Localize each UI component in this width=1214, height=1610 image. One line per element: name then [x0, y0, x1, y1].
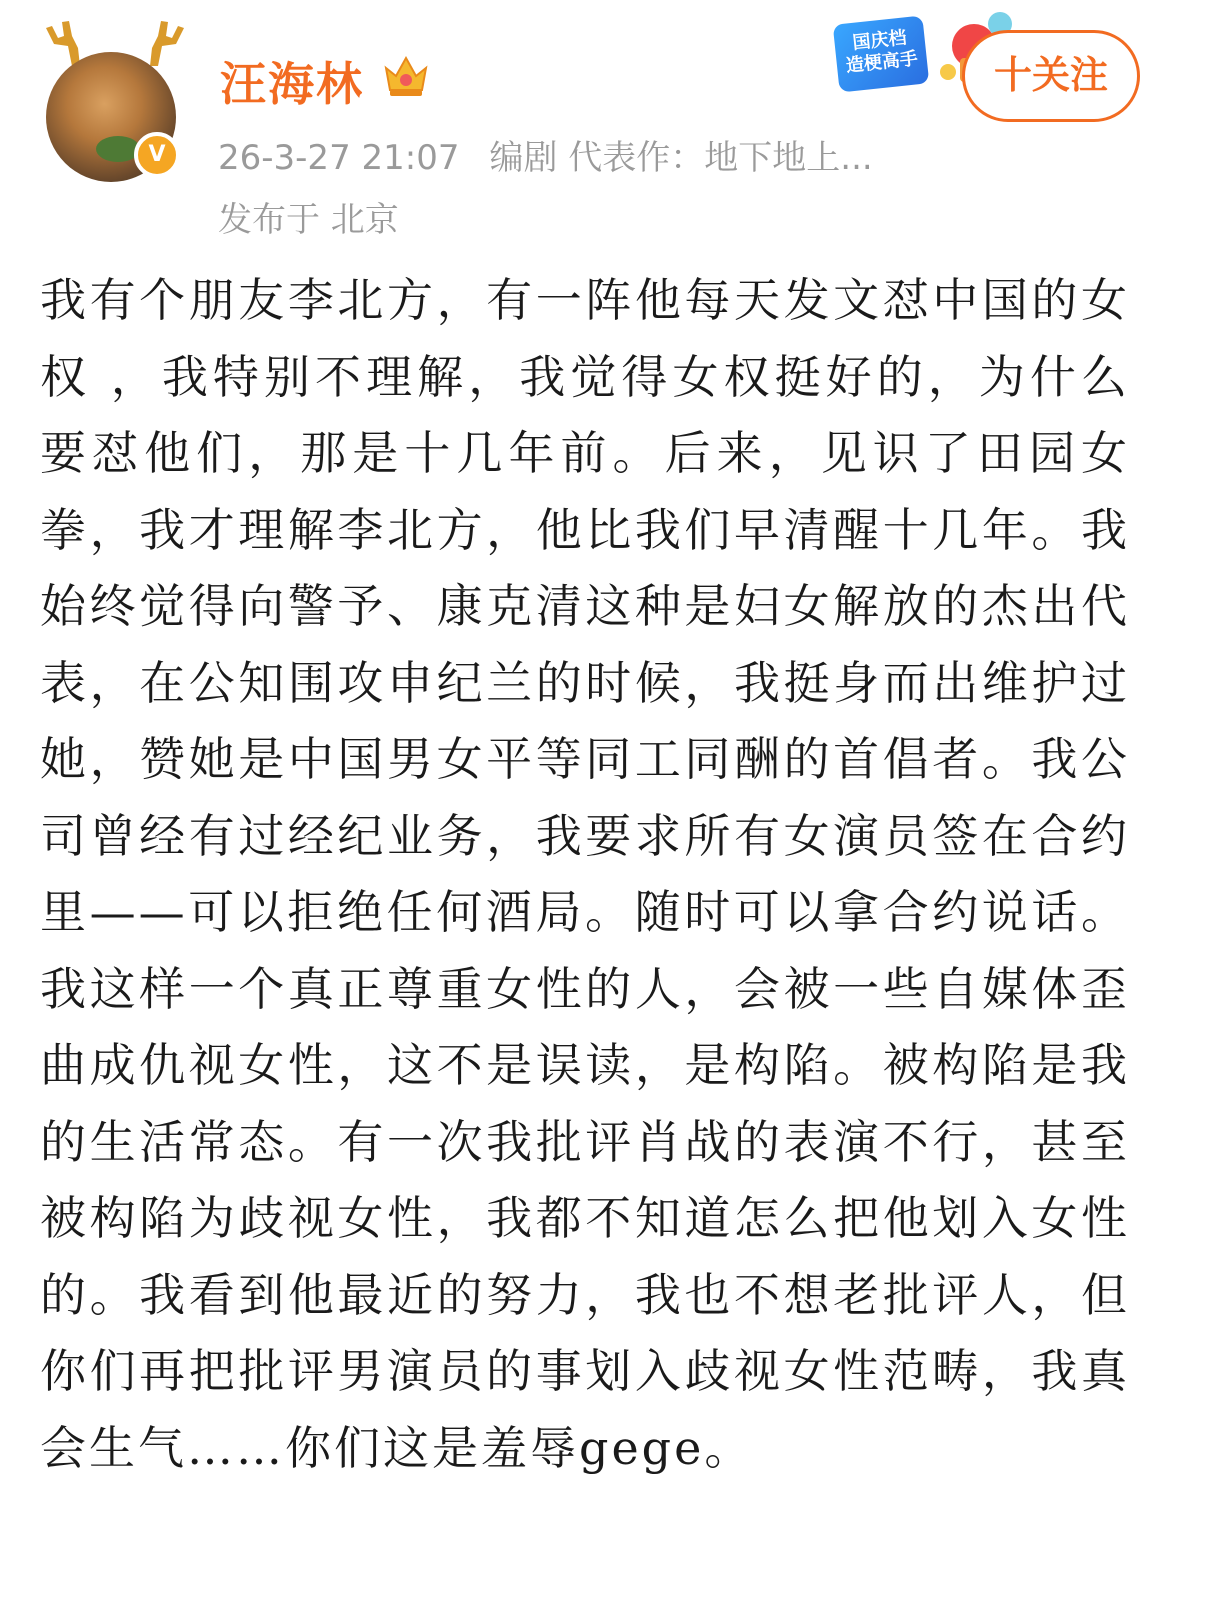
crown-icon — [380, 50, 432, 98]
author-bio: 编剧 代表作：地下地上... — [489, 138, 873, 178]
author-name[interactable]: 汪海林 — [220, 57, 364, 111]
follow-button[interactable]: 十关注 — [962, 30, 1140, 122]
verified-badge-icon: V — [134, 132, 180, 178]
antler-right-icon — [144, 18, 188, 66]
post-text: 我有个朋友李北方，有一阵他每天发文怼中国的女权 ，我特别不理解，我觉得女权挺好的，为什么要怼他们，那是十几年前。后来，见识了田园女拳，我才理解李北方，他比我们早清醒十几年。我始终觉得向警予、康克清这种是妇女解放的杰出代表，在公知围攻申纪兰的时候，我挺身而出维护过她，赞她是中国男女平等同工同酬的首倡者。我公司曾经有过经纪业务，我要求所有女演员签在合约里——可以拒绝任何酒局。随时可以拿合约说话。我这样一个真正尊重女性的人，会被一些自媒体歪曲成仇视女性，这不是误读，是构陷。被构陷是我的生活常态。有一次我批评肖战的表演不行，甚至被构陷为歧视女性，我都不知道怎么把他划入女性的。我看到他最近的努力，我也不想老批评人，但你们再把批评男演员的事划入歧视女性范畴，我真会生气……你们这是羞辱gege。 — [40, 273, 1130, 1475]
promo-line-1: 国庆档 — [851, 27, 908, 54]
post-timestamp: 26-3-27 21:07 — [218, 138, 460, 178]
promo-line-2: 造梗高手 — [844, 48, 919, 77]
promo-tag — [833, 15, 930, 92]
avatar[interactable] — [40, 18, 190, 178]
post-location: 发布于 北京 — [218, 200, 399, 240]
post-header — [0, 0, 1214, 260]
post-meta — [218, 130, 873, 179]
